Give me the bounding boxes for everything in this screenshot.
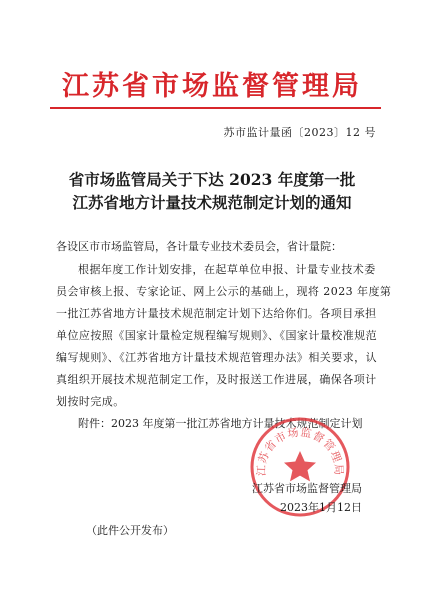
- salutation: 各设区市市场监管局，各计量专业技术委员会，省计量院：: [56, 240, 342, 253]
- body-line: 一批江苏省地方计量技术规范制定计划下达给你们。各项目承担: [56, 307, 377, 320]
- document-title-line-1: 省市场监管局关于下达 2023 年度第一批: [68, 170, 356, 189]
- publication-notice: （此件公开发布）: [86, 524, 174, 537]
- body-line: 单位应按照《国家计量检定规程编写规则》、《国家计量校准规范: [56, 329, 378, 342]
- attachment-reference: 附件：2023 年度第一批江苏省地方计量技术规范制定计划: [78, 417, 363, 430]
- seal-ring-text: 江苏省市场监督管理局: [254, 425, 346, 477]
- star-icon: [284, 451, 316, 481]
- body-line: 员会审核上报、专家论证、网上公示的基础上，现将 2023 年度第: [56, 285, 392, 298]
- body-line: 真组织开展技术规范制定工作，及时报送工作进展，确保各项计: [56, 373, 377, 386]
- signature-date: 2023年1月12日: [280, 501, 362, 514]
- red-divider-line: [50, 107, 381, 109]
- issuing-authority-header: 江苏省市场监督管理局: [62, 71, 362, 102]
- body-line: 根据年度工作计划安排，在起草单位申报、计量专业技术委: [78, 263, 376, 276]
- document-title-line-2: 江苏省地方计量技术规范制定计划的通知: [72, 193, 352, 212]
- body-line: 编写规则》、《江苏省地方计量技术规范管理办法》相关要求，认: [56, 351, 378, 364]
- body-line: 划按时完成。: [56, 395, 125, 408]
- document-number: 苏市监计量函〔2023〕12 号: [223, 126, 376, 139]
- signature-organization: 江苏省市场监督管理局: [252, 482, 362, 495]
